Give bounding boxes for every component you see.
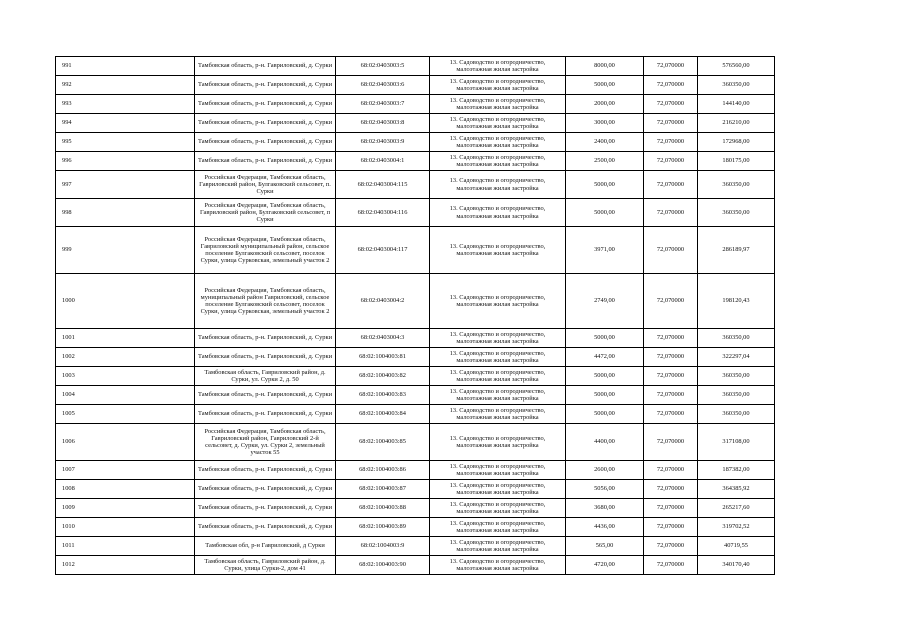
table-row (56, 76, 775, 95)
land-use-cell: 13. Садоводство и огородничество, малоэтажная жилая застройка (430, 274, 566, 329)
row-number-cell: 1006 (56, 424, 195, 461)
address-cell: Российская Федерация, Тамбовская область, Гавриловский район, Булгаковский сельсовет, п. Сурки (195, 171, 336, 199)
rate-cell: 72,070000 (644, 348, 698, 367)
row-number-cell: 1003 (56, 367, 195, 386)
table-row (56, 152, 775, 171)
area-cell: 5000,00 (566, 171, 644, 199)
cadastral-value-cell: 187382,00 (698, 461, 775, 480)
rate-cell: 72,070000 (644, 199, 698, 227)
cadastral-table (55, 56, 775, 575)
rate-cell: 72,070000 (644, 461, 698, 480)
rate-cell: 72,070000 (644, 537, 698, 556)
row-number-cell: 1010 (56, 518, 195, 537)
cadastral-value-cell: 216210,00 (698, 114, 775, 133)
address-cell: Российская Федерация, Тамбовская область, Гавриловский муниципальный район, сельское поселение Булгаковский сельсовет, поселок Сурки, улица Сурковская, земельный участок 2 (195, 227, 336, 274)
area-cell: 2500,00 (566, 152, 644, 171)
row-number-cell: 1012 (56, 556, 195, 575)
table-row (56, 518, 775, 537)
land-use-cell: 13. Садоводство и огородничество, малоэтажная жилая застройка (430, 348, 566, 367)
cadastral-number-cell: 68:02:1004003:83 (336, 386, 430, 405)
address-cell: Тамбовская область, р-н. Гавриловский, д. Сурки (195, 57, 336, 76)
rate-cell: 72,070000 (644, 133, 698, 152)
table-row (56, 329, 775, 348)
rate-cell: 72,070000 (644, 57, 698, 76)
cadastral-number-cell: 68:02:1004003:86 (336, 461, 430, 480)
cadastral-value-cell: 317108,00 (698, 424, 775, 461)
cadastral-value-cell: 286189,97 (698, 227, 775, 274)
row-number-cell: 1002 (56, 348, 195, 367)
row-number-cell: 1007 (56, 461, 195, 480)
table-row (56, 171, 775, 199)
area-cell: 3680,00 (566, 499, 644, 518)
rate-cell: 72,070000 (644, 274, 698, 329)
cadastral-value-cell: 322297,04 (698, 348, 775, 367)
table-row (56, 424, 775, 461)
area-cell: 2000,00 (566, 95, 644, 114)
cadastral-number-cell: 68:02:1004003:87 (336, 480, 430, 499)
cadastral-value-cell: 360350,00 (698, 367, 775, 386)
address-cell: Тамбовская область, р-н. Гавриловский, д. Сурки (195, 386, 336, 405)
area-cell: 3971,00 (566, 227, 644, 274)
cadastral-value-cell: 172968,00 (698, 133, 775, 152)
row-number-cell: 991 (56, 57, 195, 76)
cadastral-number-cell: 68:02:1004003:85 (336, 424, 430, 461)
table-row (56, 405, 775, 424)
rate-cell: 72,070000 (644, 480, 698, 499)
address-cell: Тамбовская область, р-н. Гавриловский, д. Сурки (195, 480, 336, 499)
table-row (56, 57, 775, 76)
address-cell: Тамбовская область, р-н. Гавриловский, д. Сурки (195, 348, 336, 367)
area-cell: 2600,00 (566, 461, 644, 480)
cadastral-value-cell: 40719,55 (698, 537, 775, 556)
area-cell: 2749,00 (566, 274, 644, 329)
area-cell: 5000,00 (566, 76, 644, 95)
area-cell: 8000,00 (566, 57, 644, 76)
rate-cell: 72,070000 (644, 556, 698, 575)
cadastral-number-cell: 68:02:0403004:115 (336, 171, 430, 199)
row-number-cell: 1008 (56, 480, 195, 499)
table-row (56, 556, 775, 575)
cadastral-number-cell: 68:02:1004003:90 (336, 556, 430, 575)
area-cell: 2400,00 (566, 133, 644, 152)
table-row (56, 386, 775, 405)
cadastral-number-cell: 68:02:0403004:117 (336, 227, 430, 274)
row-number-cell: 997 (56, 171, 195, 199)
rate-cell: 72,070000 (644, 227, 698, 274)
address-cell: Тамбовская область, р-н. Гавриловский, д. Сурки (195, 499, 336, 518)
rate-cell: 72,070000 (644, 424, 698, 461)
table-row (56, 367, 775, 386)
table-row (56, 95, 775, 114)
land-use-cell: 13. Садоводство и огородничество, малоэтажная жилая застройка (430, 386, 566, 405)
cadastral-number-cell: 68:02:0403004:116 (336, 199, 430, 227)
cadastral-number-cell: 68:02:1004003:81 (336, 348, 430, 367)
cadastral-value-cell: 360350,00 (698, 76, 775, 95)
cadastral-number-cell: 68:02:1004003:82 (336, 367, 430, 386)
rate-cell: 72,070000 (644, 76, 698, 95)
cadastral-number-cell: 68:02:1004003:84 (336, 405, 430, 424)
cadastral-value-cell: 144140,00 (698, 95, 775, 114)
row-number-cell: 999 (56, 227, 195, 274)
land-use-cell: 13. Садоводство и огородничество, малоэтажная жилая застройка (430, 518, 566, 537)
rate-cell: 72,070000 (644, 386, 698, 405)
table-row (56, 499, 775, 518)
land-use-cell: 13. Садоводство и огородничество, малоэтажная жилая застройка (430, 329, 566, 348)
land-use-cell: 13. Садоводство и огородничество, малоэтажная жилая застройка (430, 133, 566, 152)
cadastral-value-cell: 198120,43 (698, 274, 775, 329)
address-cell: Тамбовская область, р-н. Гавриловский, д. Сурки (195, 152, 336, 171)
address-cell: Тамбовская область, р-н. Гавриловский, д. Сурки (195, 405, 336, 424)
cadastral-value-cell: 360350,00 (698, 329, 775, 348)
area-cell: 4720,00 (566, 556, 644, 575)
cadastral-value-cell: 340170,40 (698, 556, 775, 575)
cadastral-value-cell: 360350,00 (698, 405, 775, 424)
cadastral-number-cell: 68:02:0403003:9 (336, 133, 430, 152)
area-cell: 4472,00 (566, 348, 644, 367)
row-number-cell: 1005 (56, 405, 195, 424)
address-cell: Российская Федерация, Тамбовская область, муниципальный район Гавриловский, сельское поселение Булгаковский сельсовет, поселок Сурки, улица Сурковская, земельный участок 2 (195, 274, 336, 329)
cadastral-number-cell: 68:02:1004003:9 (336, 537, 430, 556)
rate-cell: 72,070000 (644, 171, 698, 199)
land-use-cell: 13. Садоводство и огородничество, малоэтажная жилая застройка (430, 367, 566, 386)
rate-cell: 72,070000 (644, 405, 698, 424)
row-number-cell: 1000 (56, 274, 195, 329)
cadastral-number-cell: 68:02:0403003:5 (336, 57, 430, 76)
land-use-cell: 13. Садоводство и огородничество, малоэтажная жилая застройка (430, 199, 566, 227)
cadastral-number-cell: 68:02:0403004:1 (336, 152, 430, 171)
address-cell: Российская Федерация, Тамбовская область, Гавриловский район, Гавриловский 2-й сельсовет, д. Сурки, ул. Сурки 2, земельный участок 55 (195, 424, 336, 461)
row-number-cell: 993 (56, 95, 195, 114)
cadastral-value-cell: 360350,00 (698, 171, 775, 199)
land-use-cell: 13. Садоводство и огородничество, малоэтажная жилая застройка (430, 556, 566, 575)
row-number-cell: 995 (56, 133, 195, 152)
rate-cell: 72,070000 (644, 367, 698, 386)
land-use-cell: 13. Садоводство и огородничество, малоэтажная жилая застройка (430, 461, 566, 480)
address-cell: Тамбовская область, р-н. Гавриловский, д. Сурки (195, 518, 336, 537)
area-cell: 5000,00 (566, 367, 644, 386)
land-use-cell: 13. Садоводство и огородничество, малоэтажная жилая застройка (430, 171, 566, 199)
area-cell: 5000,00 (566, 405, 644, 424)
table-row (56, 348, 775, 367)
cadastral-number-cell: 68:02:0403003:7 (336, 95, 430, 114)
table-row (56, 461, 775, 480)
table-row (56, 133, 775, 152)
area-cell: 4400,00 (566, 424, 644, 461)
table-row (56, 274, 775, 329)
land-use-cell: 13. Садоводство и огородничество, малоэтажная жилая застройка (430, 537, 566, 556)
land-use-cell: 13. Садоводство и огородничество, малоэтажная жилая застройка (430, 152, 566, 171)
address-cell: Тамбовская область, р-н. Гавриловский, д. Сурки (195, 329, 336, 348)
address-cell: Тамбовская область, Гавриловский район, д. Сурки, улица Сурки-2, дом 41 (195, 556, 336, 575)
area-cell: 5000,00 (566, 386, 644, 405)
rate-cell: 72,070000 (644, 152, 698, 171)
row-number-cell: 1004 (56, 386, 195, 405)
land-use-cell: 13. Садоводство и огородничество, малоэтажная жилая застройка (430, 480, 566, 499)
cadastral-value-cell: 360350,00 (698, 386, 775, 405)
area-cell: 3000,00 (566, 114, 644, 133)
address-cell: Тамбовская обл, р-н Гавриловский, д Сурки (195, 537, 336, 556)
area-cell: 5056,00 (566, 480, 644, 499)
address-cell: Российская Федерация, Тамбовская область, Гавриловский район, Булгаковский сельсовет, п Сурки (195, 199, 336, 227)
area-cell: 565,00 (566, 537, 644, 556)
area-cell: 5000,00 (566, 329, 644, 348)
table-row (56, 537, 775, 556)
row-number-cell: 1011 (56, 537, 195, 556)
rate-cell: 72,070000 (644, 95, 698, 114)
cadastral-number-cell: 68:02:1004003:88 (336, 499, 430, 518)
row-number-cell: 998 (56, 199, 195, 227)
cadastral-value-cell: 576560,00 (698, 57, 775, 76)
land-use-cell: 13. Садоводство и огородничество, малоэтажная жилая застройка (430, 405, 566, 424)
land-use-cell: 13. Садоводство и огородничество, малоэтажная жилая застройка (430, 424, 566, 461)
cadastral-number-cell: 68:02:0403003:6 (336, 76, 430, 95)
row-number-cell: 992 (56, 76, 195, 95)
land-use-cell: 13. Садоводство и огородничество, малоэтажная жилая застройка (430, 114, 566, 133)
rate-cell: 72,070000 (644, 329, 698, 348)
cadastral-number-cell: 68:02:1004003:89 (336, 518, 430, 537)
cadastral-number-cell: 68:02:0403003:8 (336, 114, 430, 133)
row-number-cell: 1001 (56, 329, 195, 348)
cadastral-number-cell: 68:02:0403004:3 (336, 329, 430, 348)
table-row (56, 480, 775, 499)
cadastral-value-cell: 265217,60 (698, 499, 775, 518)
land-use-cell: 13. Садоводство и огородничество, малоэтажная жилая застройка (430, 499, 566, 518)
area-cell: 5000,00 (566, 199, 644, 227)
rate-cell: 72,070000 (644, 114, 698, 133)
cadastral-value-cell: 180175,00 (698, 152, 775, 171)
address-cell: Тамбовская область, Гавриловский район, д. Сурки, ул. Сурки 2, д. 50 (195, 367, 336, 386)
cadastral-value-cell: 364385,92 (698, 480, 775, 499)
address-cell: Тамбовская область, р-н. Гавриловский, д. Сурки (195, 76, 336, 95)
land-use-cell: 13. Садоводство и огородничество, малоэтажная жилая застройка (430, 95, 566, 114)
cadastral-value-cell: 319702,52 (698, 518, 775, 537)
row-number-cell: 994 (56, 114, 195, 133)
address-cell: Тамбовская область, р-н. Гавриловский, д. Сурки (195, 95, 336, 114)
row-number-cell: 1009 (56, 499, 195, 518)
table-row (56, 199, 775, 227)
rate-cell: 72,070000 (644, 518, 698, 537)
address-cell: Тамбовская область, р-н. Гавриловский, д. Сурки (195, 133, 336, 152)
area-cell: 4436,00 (566, 518, 644, 537)
row-number-cell: 996 (56, 152, 195, 171)
cadastral-value-cell: 360350,00 (698, 199, 775, 227)
table-row (56, 114, 775, 133)
land-use-cell: 13. Садоводство и огородничество, малоэтажная жилая застройка (430, 76, 566, 95)
address-cell: Тамбовская область, р-н. Гавриловский, д. Сурки (195, 461, 336, 480)
address-cell: Тамбовская область, р-н. Гавриловский, д. Сурки (195, 114, 336, 133)
table-body (56, 57, 775, 575)
cadastral-number-cell: 68:02:0403004:2 (336, 274, 430, 329)
land-use-cell: 13. Садоводство и огородничество, малоэтажная жилая застройка (430, 57, 566, 76)
table-row (56, 227, 775, 274)
land-use-cell: 13. Садоводство и огородничество, малоэтажная жилая застройка (430, 227, 566, 274)
rate-cell: 72,070000 (644, 499, 698, 518)
